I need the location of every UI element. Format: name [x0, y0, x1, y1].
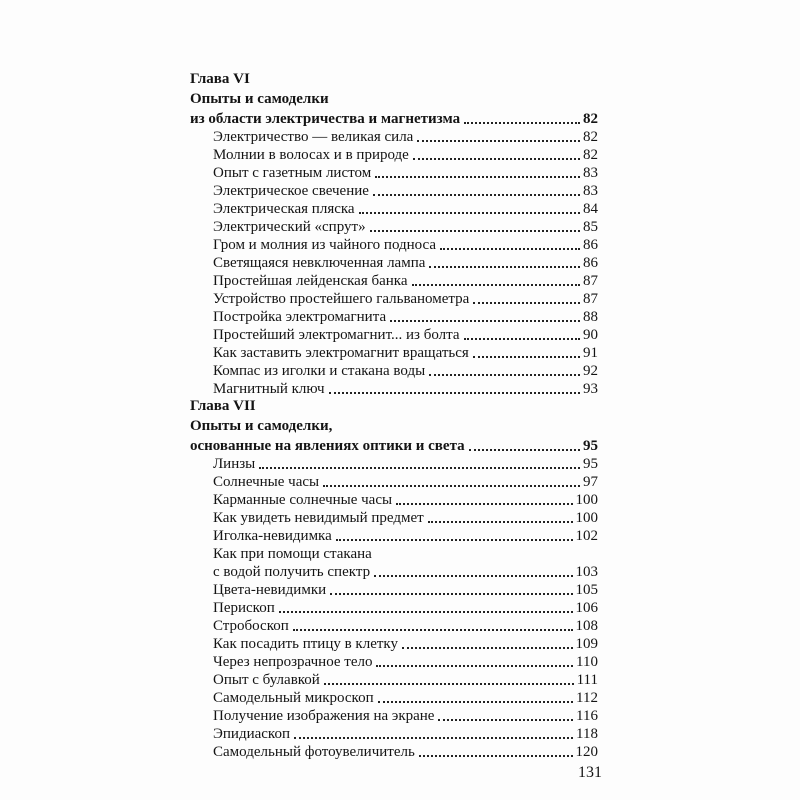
page-ref: 82 [583, 111, 598, 127]
toc-entry: Как увидеть невидимый предмет 100 [213, 510, 598, 526]
toc-entry: Опыт с булавкой 111 [213, 672, 598, 688]
toc-entry: Карманные солнечные часы 100 [213, 492, 598, 508]
toc-entry: Электрический «спрут» 85 [213, 219, 598, 235]
toc-entry: Через непрозрачное тело 110 [213, 654, 598, 670]
chapter-7-heading: Глава VII [190, 398, 256, 414]
toc-entry: Магнитный ключ 93 [213, 381, 598, 397]
chapter-7-title-entry: основанные на явлениях оптики и света 95 [190, 438, 598, 454]
toc-entry: Опыт с газетным листом 83 [213, 165, 598, 181]
toc-entry: Самодельный фотоувеличитель 120 [213, 744, 598, 760]
toc-entry: Устройство простейшего гальванометра 87 [213, 291, 598, 307]
toc-entry: Простейший электромагнит... из болта 90 [213, 327, 598, 343]
toc-entry: Перископ 106 [213, 600, 598, 616]
toc-entry: Электрическая пляска 84 [213, 201, 598, 217]
toc-entry: Иголка-невидимка 102 [213, 528, 598, 544]
dot-leader [464, 122, 580, 124]
toc-entry: с водой получить спектр 103 [213, 564, 598, 580]
page-number: 131 [578, 764, 602, 781]
chapter-6-title-entry: из области электричества и магнетизма 82 [190, 111, 598, 127]
chapter-6-heading: Глава VI [190, 71, 250, 87]
toc-entry: Как посадить птицу в клетку 109 [213, 636, 598, 652]
toc-entry: Электричество — великая сила 82 [213, 129, 598, 145]
toc-entry: Линзы 95 [213, 456, 598, 472]
chapter-7-title: Опыты и самоделки, [190, 418, 333, 434]
chapter-6-title: Опыты и самоделки [190, 91, 329, 107]
toc-entry: Электрическое свечение 83 [213, 183, 598, 199]
toc-entry: Молнии в волосах и в природе 82 [213, 147, 598, 163]
toc-entry: Солнечные часы 97 [213, 474, 598, 490]
toc-entry: Компас из иголки и стакана воды 92 [213, 363, 598, 379]
toc-entry: Как при помощи стакана [213, 546, 372, 562]
toc-entry: Как заставить электромагнит вращаться 91 [213, 345, 598, 361]
toc-entry: Самодельный микроскоп 112 [213, 690, 598, 706]
toc-entry: Постройка электромагнита 88 [213, 309, 598, 325]
toc-entry: Гром и молния из чайного подноса 86 [213, 237, 598, 253]
toc-entry: Светящаяся невключенная лампа 86 [213, 255, 598, 271]
toc-entry: Стробоскоп 108 [213, 618, 598, 634]
toc-entry: Получение изображения на экране 116 [213, 708, 598, 724]
page-ref: 95 [583, 438, 598, 454]
toc-entry: Эпидиаскоп 118 [213, 726, 598, 742]
toc-entry: Цвета-невидимки 105 [213, 582, 598, 598]
toc-entry: Простейшая лейденская банка 87 [213, 273, 598, 289]
dot-leader [469, 449, 580, 451]
